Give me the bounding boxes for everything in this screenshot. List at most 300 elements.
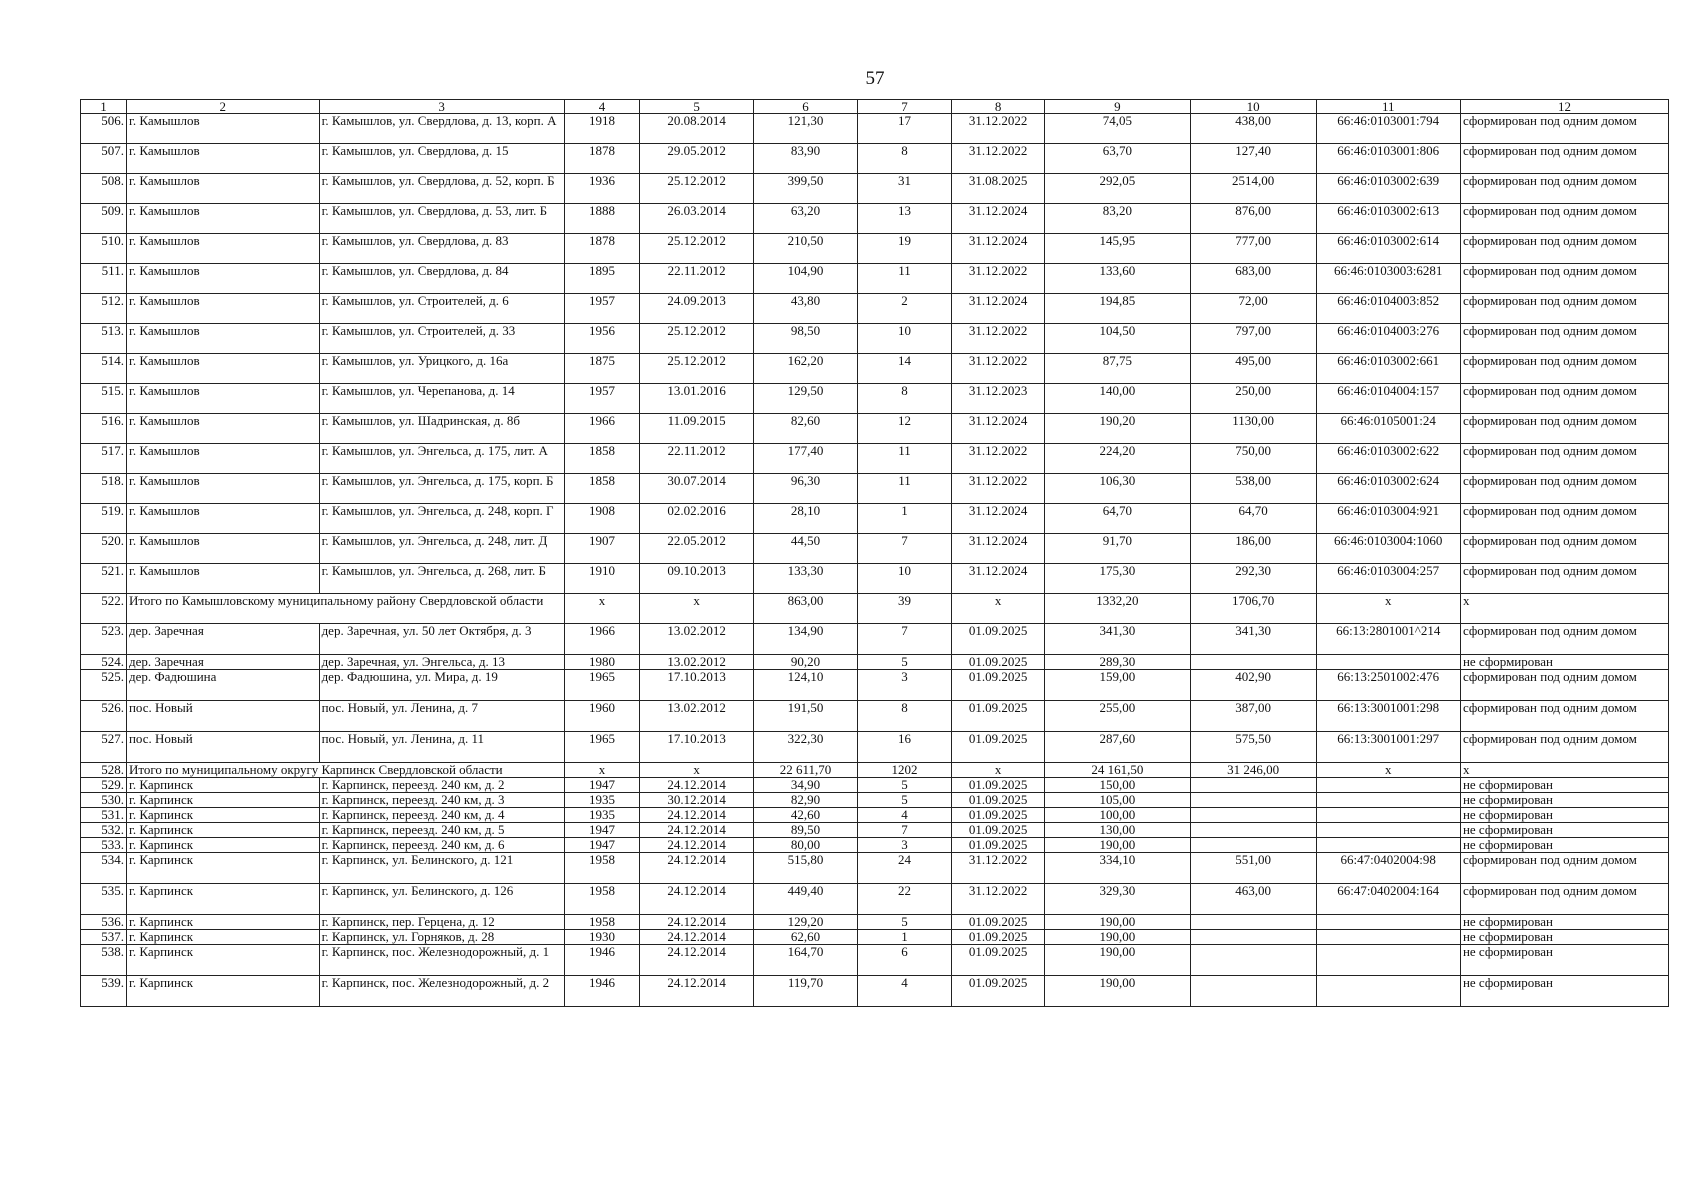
build-year-cell: 1965 bbox=[564, 670, 640, 701]
deadline-cell: 31.12.2024 bbox=[952, 294, 1045, 324]
build-year-cell: 1966 bbox=[564, 624, 640, 655]
area-cell: 449,40 bbox=[754, 884, 858, 915]
deadline-cell: 01.09.2025 bbox=[952, 732, 1045, 763]
housing-register-table bbox=[80, 99, 1669, 1007]
row-number: 522. bbox=[81, 594, 127, 624]
build-year-cell: 1957 bbox=[564, 384, 640, 414]
cadastral-number-cell: 66:46:0103001:794 bbox=[1316, 114, 1460, 144]
address-cell: г. Камышлов, ул. Свердлова, д. 52, корп. Б bbox=[319, 174, 564, 204]
recognition-date-cell: x bbox=[640, 763, 754, 778]
settlement-cell: г. Камышлов bbox=[126, 414, 319, 444]
table-row bbox=[81, 915, 1669, 930]
residents-cell: 22 bbox=[857, 884, 951, 915]
column-number-header: 11 bbox=[1316, 100, 1460, 114]
value-cell: 190,00 bbox=[1045, 838, 1191, 853]
address-cell: г. Карпинск, переезд. 240 км, д. 6 bbox=[319, 838, 564, 853]
address-cell: г. Камышлов, ул. Энгельса, д. 248, лит. Д bbox=[319, 534, 564, 564]
settlement-cell: г. Карпинск bbox=[126, 884, 319, 915]
residents-cell: 4 bbox=[857, 808, 951, 823]
deadline-cell: 31.12.2022 bbox=[952, 264, 1045, 294]
build-year-cell: 1958 bbox=[564, 884, 640, 915]
settlement-cell: дер. Фадюшина bbox=[126, 670, 319, 701]
recognition-date-cell: 13.02.2012 bbox=[640, 655, 754, 670]
build-year-cell: 1908 bbox=[564, 504, 640, 534]
value-cell: 287,60 bbox=[1045, 732, 1191, 763]
row-number: 524. bbox=[81, 655, 127, 670]
recognition-date-cell: 24.12.2014 bbox=[640, 823, 754, 838]
deadline-cell: 31.08.2025 bbox=[952, 174, 1045, 204]
recognition-date-cell: 29.05.2012 bbox=[640, 144, 754, 174]
column-number-header: 10 bbox=[1190, 100, 1316, 114]
land-area-cell: 797,00 bbox=[1190, 324, 1316, 354]
address-cell: дер. Заречная, ул. Энгельса, д. 13 bbox=[319, 655, 564, 670]
land-status-cell: сформирован под одним домом bbox=[1460, 624, 1668, 655]
land-status-cell: сформирован под одним домом bbox=[1460, 504, 1668, 534]
build-year-cell: 1878 bbox=[564, 234, 640, 264]
area-cell: 121,30 bbox=[754, 114, 858, 144]
area-cell: 42,60 bbox=[754, 808, 858, 823]
land-status-cell: сформирован под одним домом bbox=[1460, 534, 1668, 564]
value-cell: 105,00 bbox=[1045, 793, 1191, 808]
row-number: 508. bbox=[81, 174, 127, 204]
land-area-cell bbox=[1190, 838, 1316, 853]
column-number-row bbox=[81, 100, 1669, 114]
value-cell: 334,10 bbox=[1045, 853, 1191, 884]
build-year-cell: 1946 bbox=[564, 945, 640, 976]
table-row bbox=[81, 354, 1669, 384]
cadastral-number-cell: 66:46:0104003:852 bbox=[1316, 294, 1460, 324]
settlement-cell: г. Камышлов bbox=[126, 384, 319, 414]
cadastral-number-cell: 66:13:2801001^214 bbox=[1316, 624, 1460, 655]
land-area-cell bbox=[1190, 945, 1316, 976]
cadastral-number-cell: 66:46:0103002:639 bbox=[1316, 174, 1460, 204]
cadastral-number-cell bbox=[1316, 915, 1460, 930]
residents-cell: 1202 bbox=[857, 763, 951, 778]
land-area-cell bbox=[1190, 976, 1316, 1007]
cadastral-number-cell: 66:46:0103003:6281 bbox=[1316, 264, 1460, 294]
table-row bbox=[81, 930, 1669, 945]
land-status-cell: не сформирован bbox=[1460, 808, 1668, 823]
land-status-cell: сформирован под одним домом bbox=[1460, 564, 1668, 594]
land-status-cell: не сформирован bbox=[1460, 793, 1668, 808]
build-year-cell: 1888 bbox=[564, 204, 640, 234]
row-number: 516. bbox=[81, 414, 127, 444]
land-area-cell: 575,50 bbox=[1190, 732, 1316, 763]
row-number: 523. bbox=[81, 624, 127, 655]
build-year-cell: 1878 bbox=[564, 144, 640, 174]
row-number: 530. bbox=[81, 793, 127, 808]
recognition-date-cell: 30.12.2014 bbox=[640, 793, 754, 808]
land-area-cell: 64,70 bbox=[1190, 504, 1316, 534]
cadastral-number-cell: 66:46:0104004:157 bbox=[1316, 384, 1460, 414]
settlement-cell: г. Камышлов bbox=[126, 114, 319, 144]
row-number: 512. bbox=[81, 294, 127, 324]
residents-cell: 5 bbox=[857, 778, 951, 793]
table-row bbox=[81, 504, 1669, 534]
address-cell: г. Карпинск, ул. Белинского, д. 121 bbox=[319, 853, 564, 884]
land-area-cell: 750,00 bbox=[1190, 444, 1316, 474]
area-cell: 22 611,70 bbox=[754, 763, 858, 778]
cadastral-number-cell: 66:46:0105001:24 bbox=[1316, 414, 1460, 444]
cadastral-number-cell bbox=[1316, 823, 1460, 838]
value-cell: 289,30 bbox=[1045, 655, 1191, 670]
settlement-cell: г. Камышлов bbox=[126, 324, 319, 354]
deadline-cell: 01.09.2025 bbox=[952, 945, 1045, 976]
land-area-cell: 495,00 bbox=[1190, 354, 1316, 384]
area-cell: 162,20 bbox=[754, 354, 858, 384]
settlement-cell: г. Камышлов bbox=[126, 144, 319, 174]
table-row bbox=[81, 670, 1669, 701]
land-status-cell: сформирован под одним домом bbox=[1460, 354, 1668, 384]
address-cell: г. Камышлов, ул. Свердлова, д. 83 bbox=[319, 234, 564, 264]
land-area-cell: 387,00 bbox=[1190, 701, 1316, 732]
value-cell: 24 161,50 bbox=[1045, 763, 1191, 778]
table-row bbox=[81, 732, 1669, 763]
settlement-cell: г. Карпинск bbox=[126, 808, 319, 823]
land-area-cell: 292,30 bbox=[1190, 564, 1316, 594]
build-year-cell: 1947 bbox=[564, 823, 640, 838]
cadastral-number-cell bbox=[1316, 930, 1460, 945]
recognition-date-cell: 30.07.2014 bbox=[640, 474, 754, 504]
cadastral-number-cell: 66:46:0103002:661 bbox=[1316, 354, 1460, 384]
build-year-cell: 1947 bbox=[564, 838, 640, 853]
cadastral-number-cell: 66:47:0402004:164 bbox=[1316, 884, 1460, 915]
address-cell: г. Камышлов, ул. Свердлова, д. 15 bbox=[319, 144, 564, 174]
residents-cell: 24 bbox=[857, 853, 951, 884]
cadastral-number-cell bbox=[1316, 808, 1460, 823]
address-cell: г. Камышлов, ул. Свердлова, д. 84 bbox=[319, 264, 564, 294]
value-cell: 106,30 bbox=[1045, 474, 1191, 504]
recognition-date-cell: 22.05.2012 bbox=[640, 534, 754, 564]
value-cell: 1332,20 bbox=[1045, 594, 1191, 624]
land-area-cell: 402,90 bbox=[1190, 670, 1316, 701]
address-cell: г. Карпинск, ул. Белинского, д. 126 bbox=[319, 884, 564, 915]
residents-cell: 12 bbox=[857, 414, 951, 444]
land-area-cell bbox=[1190, 793, 1316, 808]
deadline-cell: 31.12.2022 bbox=[952, 884, 1045, 915]
settlement-cell: г. Карпинск bbox=[126, 945, 319, 976]
deadline-cell: 01.09.2025 bbox=[952, 670, 1045, 701]
cadastral-number-cell: 66:46:0103002:614 bbox=[1316, 234, 1460, 264]
residents-cell: 1 bbox=[857, 930, 951, 945]
address-cell: г. Карпинск, переезд. 240 км, д. 5 bbox=[319, 823, 564, 838]
settlement-cell: пос. Новый bbox=[126, 701, 319, 732]
recognition-date-cell: x bbox=[640, 594, 754, 624]
value-cell: 87,75 bbox=[1045, 354, 1191, 384]
land-status-cell: x bbox=[1460, 763, 1668, 778]
table-row bbox=[81, 534, 1669, 564]
recognition-date-cell: 24.12.2014 bbox=[640, 945, 754, 976]
area-cell: 129,20 bbox=[754, 915, 858, 930]
row-number: 531. bbox=[81, 808, 127, 823]
residents-cell: 3 bbox=[857, 670, 951, 701]
build-year-cell: 1875 bbox=[564, 354, 640, 384]
value-cell: 190,00 bbox=[1045, 976, 1191, 1007]
row-number: 528. bbox=[81, 763, 127, 778]
value-cell: 190,00 bbox=[1045, 930, 1191, 945]
build-year-cell: 1858 bbox=[564, 474, 640, 504]
recognition-date-cell: 17.10.2013 bbox=[640, 732, 754, 763]
deadline-cell: 31.12.2022 bbox=[952, 114, 1045, 144]
area-cell: 322,30 bbox=[754, 732, 858, 763]
deadline-cell: 31.12.2024 bbox=[952, 564, 1045, 594]
area-cell: 98,50 bbox=[754, 324, 858, 354]
value-cell: 133,60 bbox=[1045, 264, 1191, 294]
settlement-cell: г. Камышлов bbox=[126, 504, 319, 534]
table-row bbox=[81, 414, 1669, 444]
land-area-cell: 127,40 bbox=[1190, 144, 1316, 174]
deadline-cell: 31.12.2024 bbox=[952, 534, 1045, 564]
deadline-cell: 01.09.2025 bbox=[952, 778, 1045, 793]
value-cell: 255,00 bbox=[1045, 701, 1191, 732]
table-row bbox=[81, 853, 1669, 884]
land-area-cell: 777,00 bbox=[1190, 234, 1316, 264]
deadline-cell: 01.09.2025 bbox=[952, 915, 1045, 930]
value-cell: 175,30 bbox=[1045, 564, 1191, 594]
column-number-header: 9 bbox=[1045, 100, 1191, 114]
address-cell: г. Камышлов, ул. Строителей, д. 6 bbox=[319, 294, 564, 324]
row-number: 515. bbox=[81, 384, 127, 414]
deadline-cell: 31.12.2022 bbox=[952, 853, 1045, 884]
land-area-cell bbox=[1190, 778, 1316, 793]
land-status-cell: сформирован под одним домом bbox=[1460, 853, 1668, 884]
settlement-cell: г. Карпинск bbox=[126, 823, 319, 838]
land-area-cell bbox=[1190, 915, 1316, 930]
cadastral-number-cell bbox=[1316, 655, 1460, 670]
residents-cell: 7 bbox=[857, 624, 951, 655]
recognition-date-cell: 09.10.2013 bbox=[640, 564, 754, 594]
address-cell: пос. Новый, ул. Ленина, д. 11 bbox=[319, 732, 564, 763]
residents-cell: 5 bbox=[857, 915, 951, 930]
land-status-cell: не сформирован bbox=[1460, 823, 1668, 838]
recognition-date-cell: 02.02.2016 bbox=[640, 504, 754, 534]
residents-cell: 11 bbox=[857, 264, 951, 294]
table-row bbox=[81, 701, 1669, 732]
land-status-cell: сформирован под одним домом bbox=[1460, 701, 1668, 732]
row-number: 520. bbox=[81, 534, 127, 564]
recognition-date-cell: 24.12.2014 bbox=[640, 808, 754, 823]
recognition-date-cell: 24.12.2014 bbox=[640, 853, 754, 884]
column-number-header: 1 bbox=[81, 100, 127, 114]
land-area-cell bbox=[1190, 930, 1316, 945]
address-cell: г. Камышлов, ул. Черепанова, д. 14 bbox=[319, 384, 564, 414]
address-cell: г. Камышлов, ул. Энгельса, д. 268, лит. Б bbox=[319, 564, 564, 594]
recognition-date-cell: 24.12.2014 bbox=[640, 930, 754, 945]
address-cell: г. Камышлов, ул. Шадринская, д. 8б bbox=[319, 414, 564, 444]
settlement-cell: г. Карпинск bbox=[126, 930, 319, 945]
cadastral-number-cell bbox=[1316, 976, 1460, 1007]
table-row bbox=[81, 114, 1669, 144]
deadline-cell: 01.09.2025 bbox=[952, 823, 1045, 838]
address-cell: дер. Фадюшина, ул. Мира, д. 19 bbox=[319, 670, 564, 701]
land-area-cell: 683,00 bbox=[1190, 264, 1316, 294]
build-year-cell: 1958 bbox=[564, 853, 640, 884]
recognition-date-cell: 24.12.2014 bbox=[640, 915, 754, 930]
value-cell: 329,30 bbox=[1045, 884, 1191, 915]
build-year-cell: 1965 bbox=[564, 732, 640, 763]
recognition-date-cell: 22.11.2012 bbox=[640, 264, 754, 294]
area-cell: 134,90 bbox=[754, 624, 858, 655]
build-year-cell: 1946 bbox=[564, 976, 640, 1007]
land-status-cell: сформирован под одним домом bbox=[1460, 670, 1668, 701]
land-area-cell: 31 246,00 bbox=[1190, 763, 1316, 778]
deadline-cell: 31.12.2024 bbox=[952, 414, 1045, 444]
column-number-header: 4 bbox=[564, 100, 640, 114]
settlement-cell: г. Камышлов bbox=[126, 264, 319, 294]
deadline-cell: 01.09.2025 bbox=[952, 976, 1045, 1007]
land-status-cell: сформирован под одним домом bbox=[1460, 414, 1668, 444]
recognition-date-cell: 26.03.2014 bbox=[640, 204, 754, 234]
area-cell: 62,60 bbox=[754, 930, 858, 945]
row-number: 539. bbox=[81, 976, 127, 1007]
residents-cell: 1 bbox=[857, 504, 951, 534]
cadastral-number-cell: 66:46:0103002:613 bbox=[1316, 204, 1460, 234]
recognition-date-cell: 11.09.2015 bbox=[640, 414, 754, 444]
deadline-cell: 01.09.2025 bbox=[952, 838, 1045, 853]
recognition-date-cell: 22.11.2012 bbox=[640, 444, 754, 474]
area-cell: 863,00 bbox=[754, 594, 858, 624]
row-number: 529. bbox=[81, 778, 127, 793]
area-cell: 63,20 bbox=[754, 204, 858, 234]
value-cell: 145,95 bbox=[1045, 234, 1191, 264]
residents-cell: 10 bbox=[857, 324, 951, 354]
area-cell: 44,50 bbox=[754, 534, 858, 564]
total-row bbox=[81, 594, 1669, 624]
row-number: 525. bbox=[81, 670, 127, 701]
value-cell: 63,70 bbox=[1045, 144, 1191, 174]
build-year-cell: 1930 bbox=[564, 930, 640, 945]
row-number: 526. bbox=[81, 701, 127, 732]
build-year-cell: 1936 bbox=[564, 174, 640, 204]
cadastral-number-cell: 66:46:0103004:257 bbox=[1316, 564, 1460, 594]
land-area-cell: 250,00 bbox=[1190, 384, 1316, 414]
cadastral-number-cell: x bbox=[1316, 594, 1460, 624]
residents-cell: 3 bbox=[857, 838, 951, 853]
deadline-cell: 31.12.2024 bbox=[952, 504, 1045, 534]
residents-cell: 8 bbox=[857, 144, 951, 174]
row-number: 535. bbox=[81, 884, 127, 915]
land-area-cell bbox=[1190, 823, 1316, 838]
column-number-header: 2 bbox=[126, 100, 319, 114]
land-area-cell bbox=[1190, 655, 1316, 670]
settlement-cell: г. Камышлов bbox=[126, 444, 319, 474]
build-year-cell: 1980 bbox=[564, 655, 640, 670]
address-cell: г. Карпинск, переезд. 240 км, д. 2 bbox=[319, 778, 564, 793]
cadastral-number-cell: 66:46:0103004:1060 bbox=[1316, 534, 1460, 564]
table-row bbox=[81, 234, 1669, 264]
deadline-cell: 01.09.2025 bbox=[952, 930, 1045, 945]
residents-cell: 31 bbox=[857, 174, 951, 204]
residents-cell: 4 bbox=[857, 976, 951, 1007]
land-status-cell: не сформирован bbox=[1460, 945, 1668, 976]
settlement-cell: пос. Новый bbox=[126, 732, 319, 763]
table-row bbox=[81, 204, 1669, 234]
land-status-cell: сформирован под одним домом bbox=[1460, 174, 1668, 204]
table-row bbox=[81, 793, 1669, 808]
row-number: 506. bbox=[81, 114, 127, 144]
value-cell: 190,00 bbox=[1045, 915, 1191, 930]
residents-cell: 11 bbox=[857, 444, 951, 474]
cadastral-number-cell bbox=[1316, 838, 1460, 853]
recognition-date-cell: 24.09.2013 bbox=[640, 294, 754, 324]
address-cell: г. Камышлов, ул. Энгельса, д. 175, корп. Б bbox=[319, 474, 564, 504]
land-status-cell: сформирован под одним домом bbox=[1460, 264, 1668, 294]
build-year-cell: 1858 bbox=[564, 444, 640, 474]
build-year-cell: 1910 bbox=[564, 564, 640, 594]
settlement-cell: дер. Заречная bbox=[126, 624, 319, 655]
total-label: Итого по муниципальному округу Карпинск Свердловской области bbox=[126, 763, 564, 778]
land-area-cell: 72,00 bbox=[1190, 294, 1316, 324]
settlement-cell: г. Камышлов bbox=[126, 204, 319, 234]
cadastral-number-cell: 66:46:0104003:276 bbox=[1316, 324, 1460, 354]
land-status-cell: сформирован под одним домом bbox=[1460, 144, 1668, 174]
column-number-header: 12 bbox=[1460, 100, 1668, 114]
table-row bbox=[81, 564, 1669, 594]
row-number: 533. bbox=[81, 838, 127, 853]
land-area-cell: 876,00 bbox=[1190, 204, 1316, 234]
settlement-cell: г. Камышлов bbox=[126, 294, 319, 324]
table-row bbox=[81, 778, 1669, 793]
deadline-cell: 31.12.2022 bbox=[952, 474, 1045, 504]
land-status-cell: сформирован под одним домом bbox=[1460, 884, 1668, 915]
land-status-cell: не сформирован bbox=[1460, 915, 1668, 930]
value-cell: 74,05 bbox=[1045, 114, 1191, 144]
value-cell: 159,00 bbox=[1045, 670, 1191, 701]
value-cell: 104,50 bbox=[1045, 324, 1191, 354]
land-status-cell: не сформирован bbox=[1460, 930, 1668, 945]
residents-cell: 8 bbox=[857, 384, 951, 414]
value-cell: 140,00 bbox=[1045, 384, 1191, 414]
table-row bbox=[81, 884, 1669, 915]
row-number: 513. bbox=[81, 324, 127, 354]
table-row bbox=[81, 294, 1669, 324]
build-year-cell: x bbox=[564, 763, 640, 778]
cadastral-number-cell bbox=[1316, 778, 1460, 793]
table-row bbox=[81, 823, 1669, 838]
row-number: 527. bbox=[81, 732, 127, 763]
residents-cell: 39 bbox=[857, 594, 951, 624]
value-cell: 190,20 bbox=[1045, 414, 1191, 444]
land-status-cell: не сформирован bbox=[1460, 655, 1668, 670]
area-cell: 104,90 bbox=[754, 264, 858, 294]
deadline-cell: 31.12.2024 bbox=[952, 204, 1045, 234]
settlement-cell: г. Камышлов bbox=[126, 174, 319, 204]
area-cell: 96,30 bbox=[754, 474, 858, 504]
residents-cell: 19 bbox=[857, 234, 951, 264]
build-year-cell: 1947 bbox=[564, 778, 640, 793]
table-row bbox=[81, 144, 1669, 174]
address-cell: г. Камышлов, ул. Энгельса, д. 175, лит. А bbox=[319, 444, 564, 474]
land-area-cell: 438,00 bbox=[1190, 114, 1316, 144]
land-status-cell: сформирован под одним домом bbox=[1460, 294, 1668, 324]
area-cell: 83,90 bbox=[754, 144, 858, 174]
address-cell: пос. Новый, ул. Ленина, д. 7 bbox=[319, 701, 564, 732]
column-number-header: 5 bbox=[640, 100, 754, 114]
residents-cell: 10 bbox=[857, 564, 951, 594]
column-number-header: 3 bbox=[319, 100, 564, 114]
settlement-cell: г. Камышлов bbox=[126, 234, 319, 264]
row-number: 511. bbox=[81, 264, 127, 294]
row-number: 536. bbox=[81, 915, 127, 930]
address-cell: дер. Заречная, ул. 50 лет Октября, д. 3 bbox=[319, 624, 564, 655]
address-cell: г. Карпинск, переезд. 240 км, д. 3 bbox=[319, 793, 564, 808]
settlement-cell: г. Карпинск bbox=[126, 853, 319, 884]
deadline-cell: 01.09.2025 bbox=[952, 793, 1045, 808]
residents-cell: 8 bbox=[857, 701, 951, 732]
cadastral-number-cell: 66:13:3001001:298 bbox=[1316, 701, 1460, 732]
residents-cell: 5 bbox=[857, 793, 951, 808]
row-number: 534. bbox=[81, 853, 127, 884]
